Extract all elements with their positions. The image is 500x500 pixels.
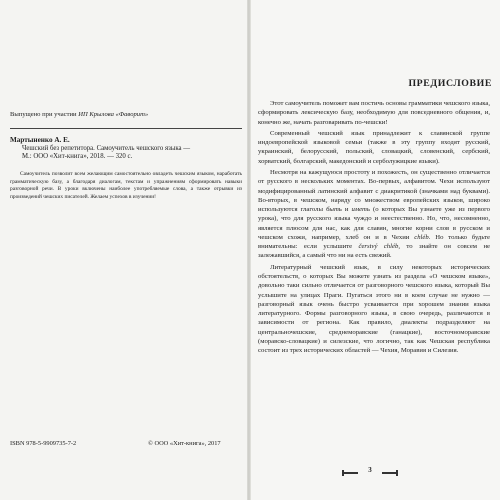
publisher-note-prefix: Выпущено при участии (10, 111, 79, 118)
page-title (249, 78, 500, 89)
catalog-entry (10, 136, 242, 162)
catalog-author: Мартыненко А. Е. (10, 136, 70, 144)
word-imet: иметь (351, 206, 370, 214)
word-byt: быть (326, 206, 342, 214)
isbn: ISBN 978-5-9909735-7-2 (10, 440, 77, 447)
catalog-imprint: М.: ООО «Хит-книга», 2018. — 320 с. (22, 153, 133, 161)
paragraph-2: Современный чешский язык принадлежит к славянской группе индоевропейской языковой семьи (также в эту группу входят русский, украинский, белорусский, польский, словацкий, словенский, сербский, хорватский, болгарский, македонский и серболужицкие языки). (258, 129, 490, 165)
page-title-text: ПРЕДИСЛОВИЕ (408, 78, 492, 89)
p3-part2: (о которых Вы узнаете уже из первого урока), что для русского языка чуждо и неестественно. Но, что, несомненно, является плюсом для нас, как для славян, многие корни слов в русском и чешском схожи, например, хлеб он и в Чехии (258, 206, 490, 241)
phrase-cerstvy-chleb: čerstvý chléb (358, 243, 399, 251)
page-number-ornament-right (382, 472, 398, 474)
left-page (0, 0, 249, 500)
page-number-value: 3 (368, 466, 372, 474)
paragraph-1: Этот самоучитель поможет вам постичь основы грамматики чешского языка, сформировать лексическую базу, необходимую для повседневного общения, и, конечно же, начать разговаривать по-чешски! (258, 100, 490, 126)
page-number (340, 466, 400, 478)
preface-body (258, 99, 490, 358)
paragraph-3 (258, 168, 490, 261)
publisher-note (10, 111, 242, 119)
publisher-name: ИП Крылова «Фаворит» (78, 111, 149, 118)
annotation: Самоучитель позволит всем желающим самостоятельно овладеть чешским языком, наработать грамматическую базу, а благодаря диалогам, текстам и упражнениям сформировать навыки разговорной речи. В уроки включены наиболее употребляемые слова, а также отрывки из произведений чешских писателей. Желаем успехов в изучении! (10, 171, 242, 200)
paragraph-4: Литературный чешский язык, в силу некоторых исторических обстоятельств, о которых Вы можете узнать из раздела «О чешском языке», довольно таки сильно отличается от разговорного чешского языка, который Вы услышите на улицах Праги. Пугаться этого ни в коем случае не нужно — разговорный язык очень быстро усваивается при хорошем знании языка литературного. Формы разговорного языка, в свою очередь, различаются в зависимости от регионa. Как правило, диалекты подразделяют на центральночешские, среднеморавские (ганацкие), восточноморавские (моравско-словацкие) и силезские, что логично, так как Чешская республика состоит из трех исторических областей — Чехия, Моравия и Силезия. (258, 263, 490, 355)
book-spine (247, 0, 251, 500)
p3-part1: Несмотря на кажущуюся простоту и похожесть, он существенно отличается от русского в нескольких моментах. Во-первых, алфавитом. Чехи используют модифицированный латинский алфавит с диакритикой (значками над буквами). Во-вторых, в чешском, наряду со множеством европейских языков, широко используются глаголы (258, 169, 490, 214)
catalog-title-line: Чешский без репетитора. Самоучитель чешского языка — (22, 144, 191, 152)
copyright: © ООО «Хит-книга», 2017 (148, 440, 221, 447)
page-number-ornament-left (342, 472, 358, 474)
p3-part3: . Но только будьте внимательны: если услышите (258, 233, 490, 251)
divider-line (10, 128, 242, 129)
p3-and: и (341, 206, 352, 214)
p3-part4: , то знайте он совсем не залежавшийся, а самый что ни на есть свежий. (258, 243, 490, 260)
word-chleb: chléb (414, 233, 429, 241)
